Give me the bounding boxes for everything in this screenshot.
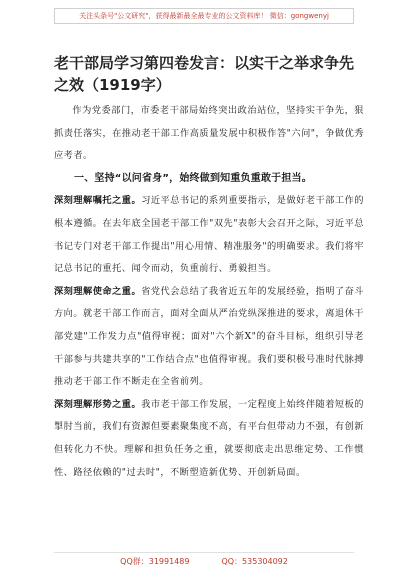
qq-contact-label: QQ：535304092 bbox=[221, 556, 288, 566]
paragraph-1-lead: 深刻理解嘱托之重。 bbox=[54, 195, 142, 207]
document-body bbox=[54, 100, 364, 484]
section-paragraph-1 bbox=[54, 190, 364, 280]
paragraph-1-text: 习近平总书记的系列重要指示，是做好老干部工作的根本遵循。在去年底全国老干部工作"双先"表彰大会召开之际，习近平总书记专门对老干部工作提出"用心用情、精准服务"的明确要求。我们将牢记总书记的重托、闻令而动，负重前行、勇毅担当。 bbox=[54, 195, 364, 275]
section-heading: 一、坚持“以问省身”，始终做到知重负重敢于担当。 bbox=[74, 172, 312, 184]
paragraph-3-text: 我市老干部工作发展，一定程度上始终伴随着短板的掣肘当前，我们有资源但要素聚集度不高，有平台但带动力不强，有创新但转化力不快。理解和担负任务之重，就要彻底走出思维定势、工作惯性、路径依赖的"过去时"，不断塑造新优势、开创新局面。 bbox=[54, 398, 364, 478]
paragraph-3-lead: 深刻理解形势之重。 bbox=[54, 398, 142, 410]
qq-group-label: QQ群：31991489 bbox=[120, 556, 190, 566]
top-banner-text: 关注头条号"公文研究"，获得最新最全最专业的公文资料库！ 微信：gongwenyj bbox=[79, 12, 329, 20]
section-paragraph-2 bbox=[54, 281, 364, 394]
paragraph-2-lead: 深刻理解使命之重。 bbox=[54, 285, 142, 297]
paragraph-2-text: 省党代会总结了我省近五年的发展经验，指明了奋斗方向。就老干部工作而言，面对全面从严治党纵深推进的要求，离退休干部党建"工作发力点"值得审视；面对"六个新X"的奋斗目标，组织引导老干部参与共建共享的"工作结合点"也值得审视。我们要积极号准时代脉搏推动老干部工作不断走在全省前列。 bbox=[54, 285, 364, 388]
document-title: 老干部局学习第四卷发言：以实干之举求争先之效（1919字） bbox=[54, 54, 355, 94]
bottom-banner bbox=[54, 552, 354, 569]
intro-paragraph: 作为党委部门，市委老干部局始终突出政治站位，坚持实干争先，狠抓责任落实，在推动老干部工作高质量发展中积极作答"六问"，争做优秀应考者。 bbox=[54, 105, 364, 162]
top-banner bbox=[54, 8, 354, 24]
section-paragraph-3 bbox=[54, 394, 364, 484]
